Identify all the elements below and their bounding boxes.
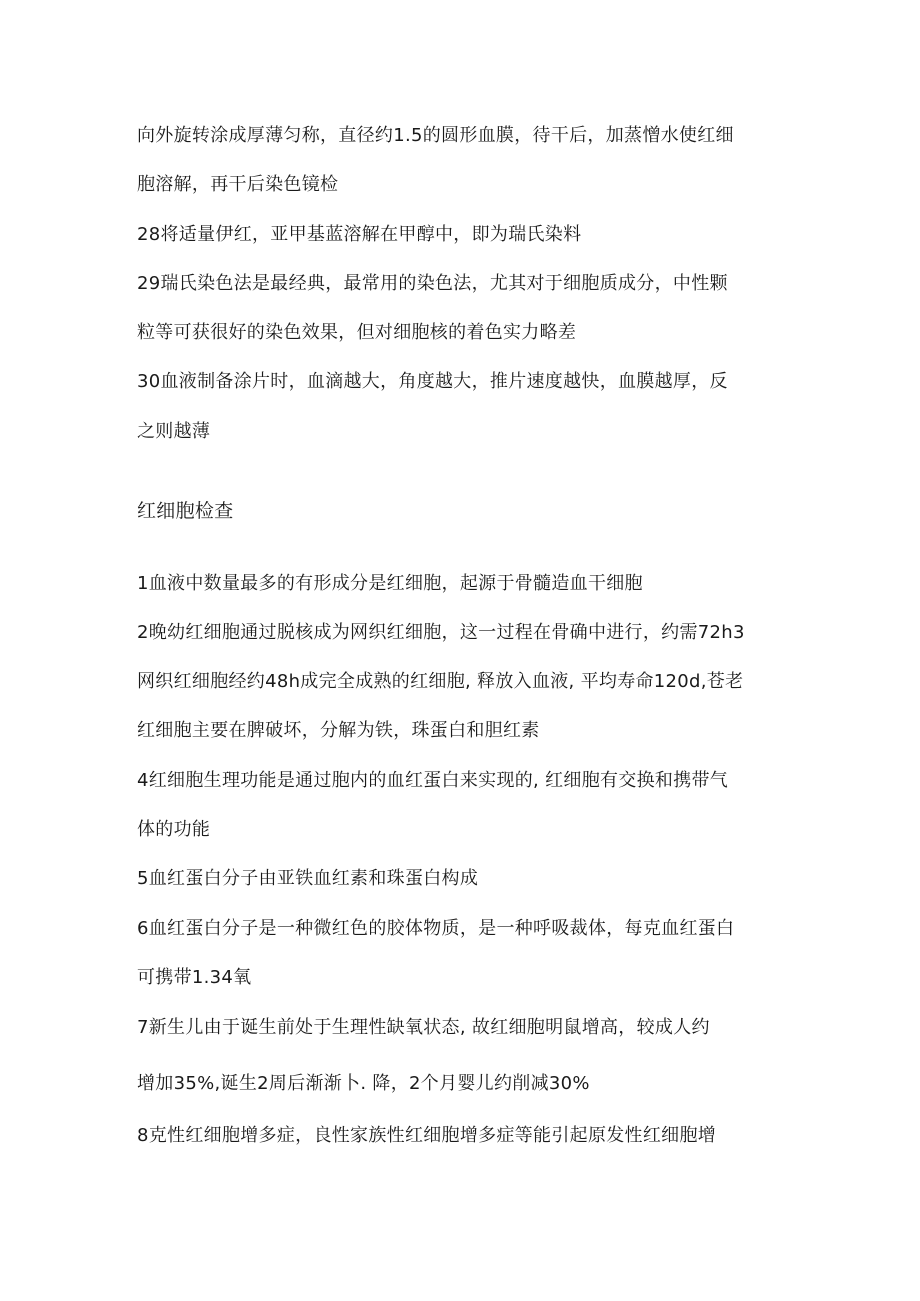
text-line: 4红细胞生理功能是通过胞内的血红蛋白来实现的, 红细胞有交换和携带气: [137, 770, 729, 791]
text-line: 29瑞氏染色法是最经典，最常用的染色法，尤其对于细胞质成分，中性颗: [137, 273, 728, 294]
text-line: 之则越薄: [137, 421, 211, 442]
text-line: 红细胞主要在脾破坏，分解为铁，珠蛋白和胆红素: [137, 720, 540, 741]
text-line: 7新生儿由于诞生前处于生理性缺氧状态, 故红细胞明鼠增高，较成人约: [137, 1017, 710, 1038]
text-line: 可携带1.34氧: [137, 967, 252, 988]
text-line: 2晚幼红细胞通过脱核成为网织红细胞，这一过程在骨确中进行，约需72h3: [137, 622, 745, 643]
text-line: 6血红蛋白分子是一种微红色的胶体物质，是一种呼吸裁体，每克血红蛋白: [137, 918, 735, 939]
text-line: 5血红蛋白分子由亚铁血红素和珠蛋白构成: [137, 868, 479, 889]
text-line: 胞溶解，再干后染色镜检: [137, 174, 339, 195]
text-line: 体的功能: [137, 819, 211, 840]
text-line: 8克性红细胞增多症，良性家族性红细胞增多症等能引起原发性红细胞增: [137, 1125, 717, 1146]
text-line: 28将适量伊红，亚甲基蓝溶解在甲醇中，即为瑞氏染料: [137, 224, 582, 245]
text-line: 向外旋转涂成厚薄匀称，直径约1.5的圆形血膜，待干后，加蒸憎水使红细: [137, 125, 734, 146]
text-line: 1血液中数量最多的有形成分是红细胞，起源于骨髓造血干细胞: [137, 573, 643, 594]
text-line: 网织红细胞经约48h成完全成熟的红细胞, 释放入血液, 平均寿命120d,苍老: [137, 671, 744, 692]
section-heading: 红细胞检查: [137, 500, 234, 522]
text-line: 增加35%,诞生2周后渐渐卜. 降，2个月婴儿约削减30%: [137, 1073, 590, 1094]
text-line: 30血液制备涂片时，血滴越大，角度越大，推片速度越快，血膜越厚，反: [137, 371, 728, 392]
text-line: 粒等可获很好的染色效果，但对细胞核的着色实力略差: [137, 322, 577, 343]
